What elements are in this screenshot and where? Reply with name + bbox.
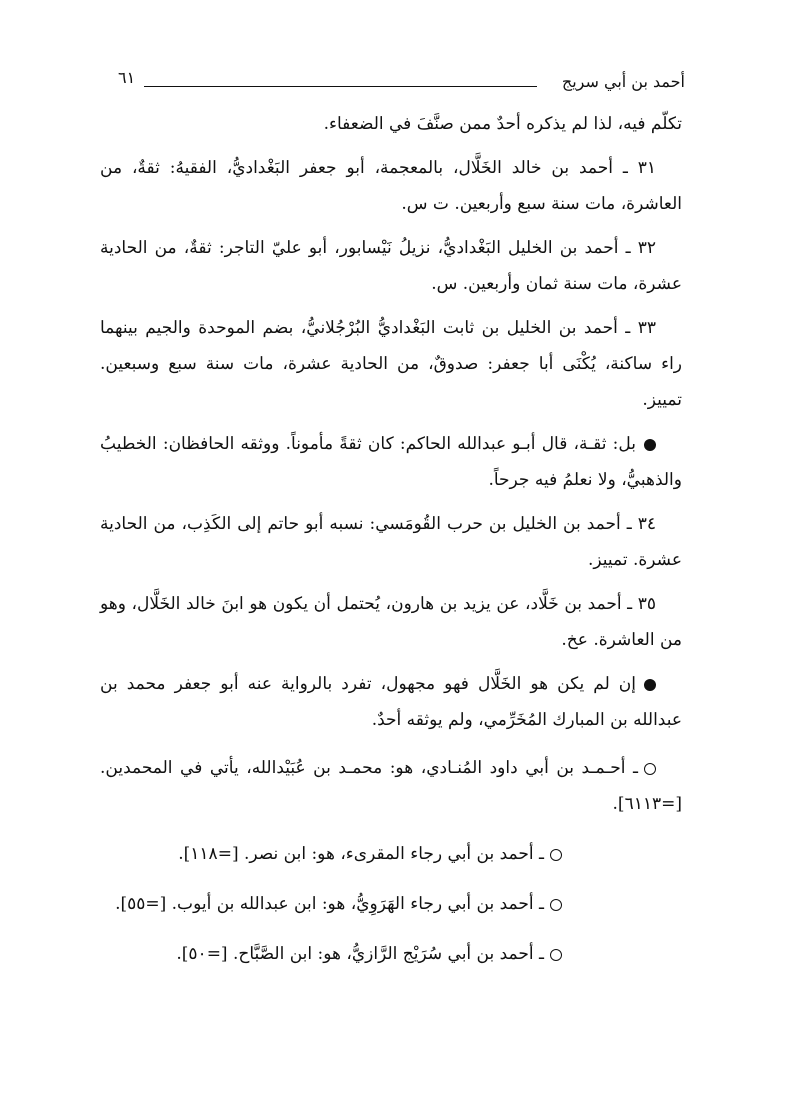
continuation-paragraph — [100, 106, 682, 142]
entry-32 — [100, 230, 682, 302]
entry-35 — [100, 586, 682, 658]
editor-note-35 — [100, 666, 682, 738]
solid-bullet-icon — [644, 679, 656, 691]
page-header — [100, 66, 685, 96]
paragraph-text: ـ أحـمـد بن أبي داود المُنـادي، هو: محمـد بن عُبَيْدالله، يأتي في المحمدين. [=٦١١٣]. — [100, 758, 682, 814]
paragraph-text: ـ أحمد بن أبي رجاء الهَرَوِيُّ، هو: ابن عبدالله بن أيوب. [=٥٥]. — [115, 894, 544, 914]
paragraph-text: ٣٢ ـ أحمد بن الخليل البَغْداديُّ، نزيلُ نَيْسابور، أبو عليّ التاجر: ثقةٌ، من الحادية عشرة، مات سنة ثمان وأربعين. س. — [100, 238, 682, 294]
ring-bullet-icon — [550, 949, 562, 961]
ring-bullet-icon — [644, 763, 656, 775]
ring-bullet-icon — [550, 899, 562, 911]
crossref-almunadi — [100, 750, 682, 822]
page-number: ٦١ — [118, 68, 136, 87]
crossref-alrazi — [100, 936, 682, 972]
ring-bullet-icon — [550, 849, 562, 861]
paragraph-text: بل: ثقـة، قال أبـو عبدالله الحاكم: كان ثقةً مأموناً. ووثقه الحافظان: الخطيبُ والذهبيُّ، ولا نعلمُ فيه جرحاً. — [100, 434, 682, 490]
running-head: أحمد بن أبي سريج — [561, 72, 685, 91]
paragraph-text: ٣١ ـ أحمد بن خالد الخَلَّال، بالمعجمة، أبو جعفر البَغْداديُّ، الفقيهُ: ثقةٌ، من العاشرة، مات سنة سبع وأربعين. ت س. — [100, 158, 682, 214]
entry-33 — [100, 310, 682, 418]
page-body — [100, 106, 682, 972]
paragraph-text: ـ أحمد بن أبي سُرَيْج الرَّازيُّ، هو: ابن الصَّبَّاح. [=٥٠]. — [176, 944, 544, 964]
paragraph-text: ٣٤ ـ أحمد بن الخليل بن حرب القُومَسي: نسبه أبو حاتم إلى الكَذِب، من الحادية عشرة. تمييز. — [100, 514, 682, 570]
paragraph-text: تكلّم فيه، لذا لم يذكره أحدٌ ممن صنَّفَ في الضعفاء. — [323, 114, 682, 134]
entry-34 — [100, 506, 682, 578]
header-rule — [144, 86, 537, 87]
entry-31 — [100, 150, 682, 222]
solid-bullet-icon — [644, 439, 656, 451]
crossref-almuqri — [100, 836, 682, 872]
paragraph-text: ٣٣ ـ أحمد بن الخليل بن ثابت البَغْداديُّ البُرْجُلانيُّ، بضم الموحدة والجيم بينهما راء ساكنة، يُكْنَى أبا جعفر: صدوقٌ، من الحادية عشرة، مات سنة سبع وسبعين. تمييز. — [100, 318, 682, 410]
paragraph-text: ٣٥ ـ أحمد بن خَلَّاد، عن يزيد بن هارون، يُحتمل أن يكون هو ابنَ خالد الخَلَّال، وهو من العاشرة. عخ. — [100, 594, 682, 650]
paragraph-text: ـ أحمد بن أبي رجاء المقرىء، هو: ابن نصر. [=١١٨]. — [178, 844, 544, 864]
paragraph-text: إن لم يكن هو الخَلَّال فهو مجهول، تفرد بالرواية عنه أبو جعفر محمد بن عبدالله بن المبارك المُخَرِّمي، ولم يوثقه أحدٌ. — [100, 674, 682, 730]
editor-note-33 — [100, 426, 682, 498]
crossref-alharawi — [100, 886, 682, 922]
